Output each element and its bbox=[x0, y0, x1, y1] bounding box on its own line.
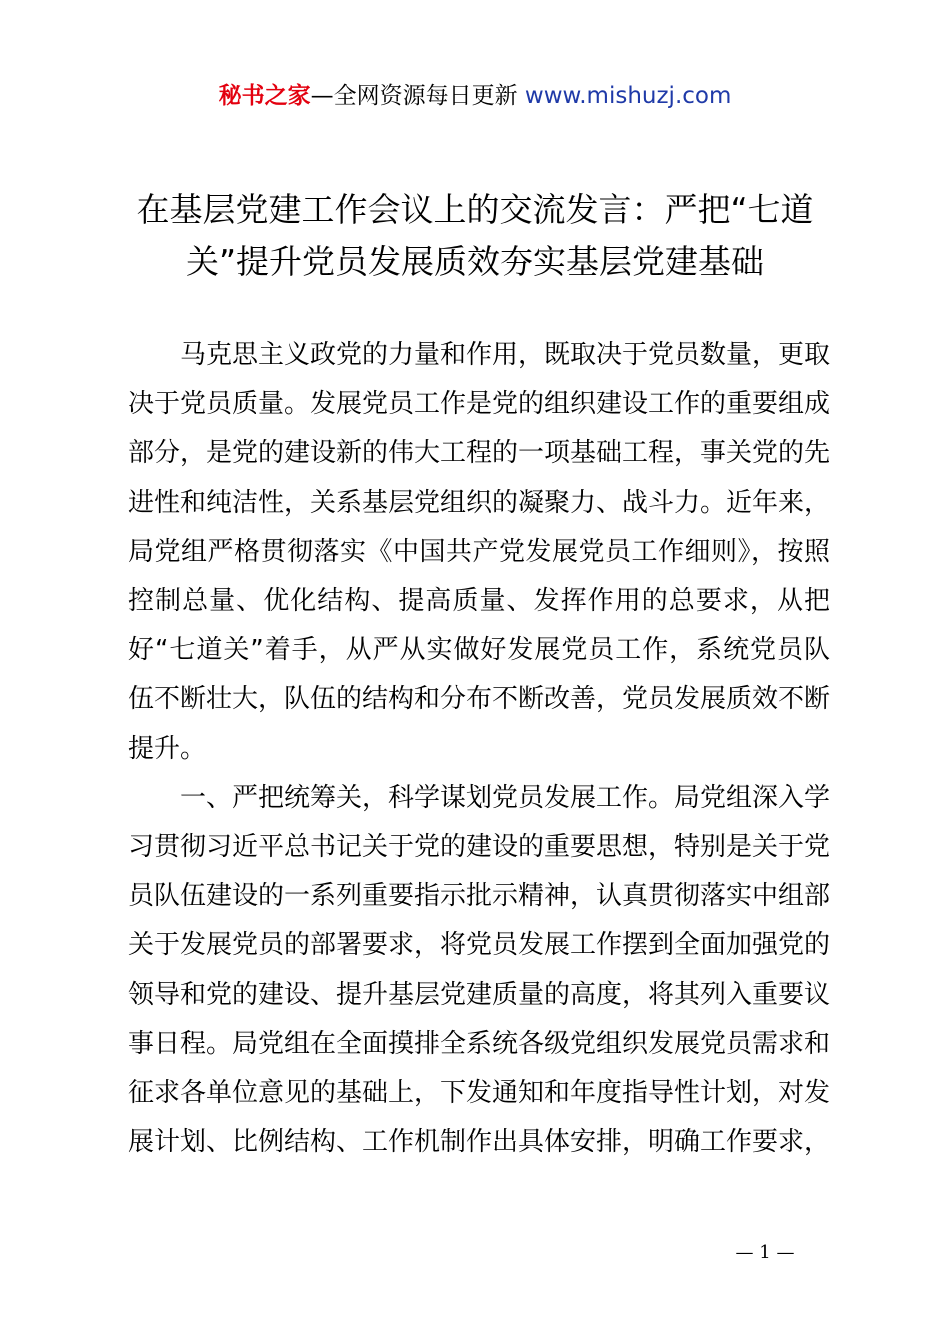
site-url-link[interactable]: www.mishuzj.com bbox=[524, 83, 732, 109]
paragraph-intro: 马克思主义政党的力量和作用，既取决于党员数量，更取决于党员质量。发展党员工作是党的组织建设工作的重要组成部分，是党的建设新的伟大工程的一项基础工程，事关党的先进性和纯洁性，关系基层党组织的凝聚力、战斗力。近年来，局党组严格贯彻落实《中国共产党发展党员工作细则》，按照控制总量、优化结构、提高质量、发挥作用的总要求，从把好“七道关”着手，从严从实做好发展党员工作，系统党员队伍不断壮大，队伍的结构和分布不断改善，党员发展质效不断提升。 bbox=[128, 340, 831, 764]
document-title: 在基层党建工作会议上的交流发言：严把“七道关”提升党员发展质效夯实基层党建基础 bbox=[136, 190, 814, 281]
site-tagline: —全网资源每日更新 bbox=[310, 83, 525, 109]
site-header bbox=[0, 80, 950, 112]
site-brand: 秘书之家 bbox=[218, 83, 311, 109]
paragraph-section-one: 一、严把统筹关，科学谋划党员发展工作。局党组深入学习贯彻习近平总书记关于党的建设的重要思想，特别是关于党员队伍建设的一系列重要指示批示精神，认真贯彻落实中组部关于发展党员的部署要求，将党员发展工作摆到全面加强党的领导和党的建设、提升基层党建质量的高度，将其列入重要议事日程。局党组在全面摸排全系统各级党组织发展党员需求和征求各单位意见的基础上，下发通知和年度指导性计划，对发展计划、比例结构、工作机制作出具体安排，明确工作要求， bbox=[128, 782, 831, 1158]
page-number: — 1 — bbox=[735, 1242, 795, 1263]
document-body bbox=[128, 331, 830, 1167]
